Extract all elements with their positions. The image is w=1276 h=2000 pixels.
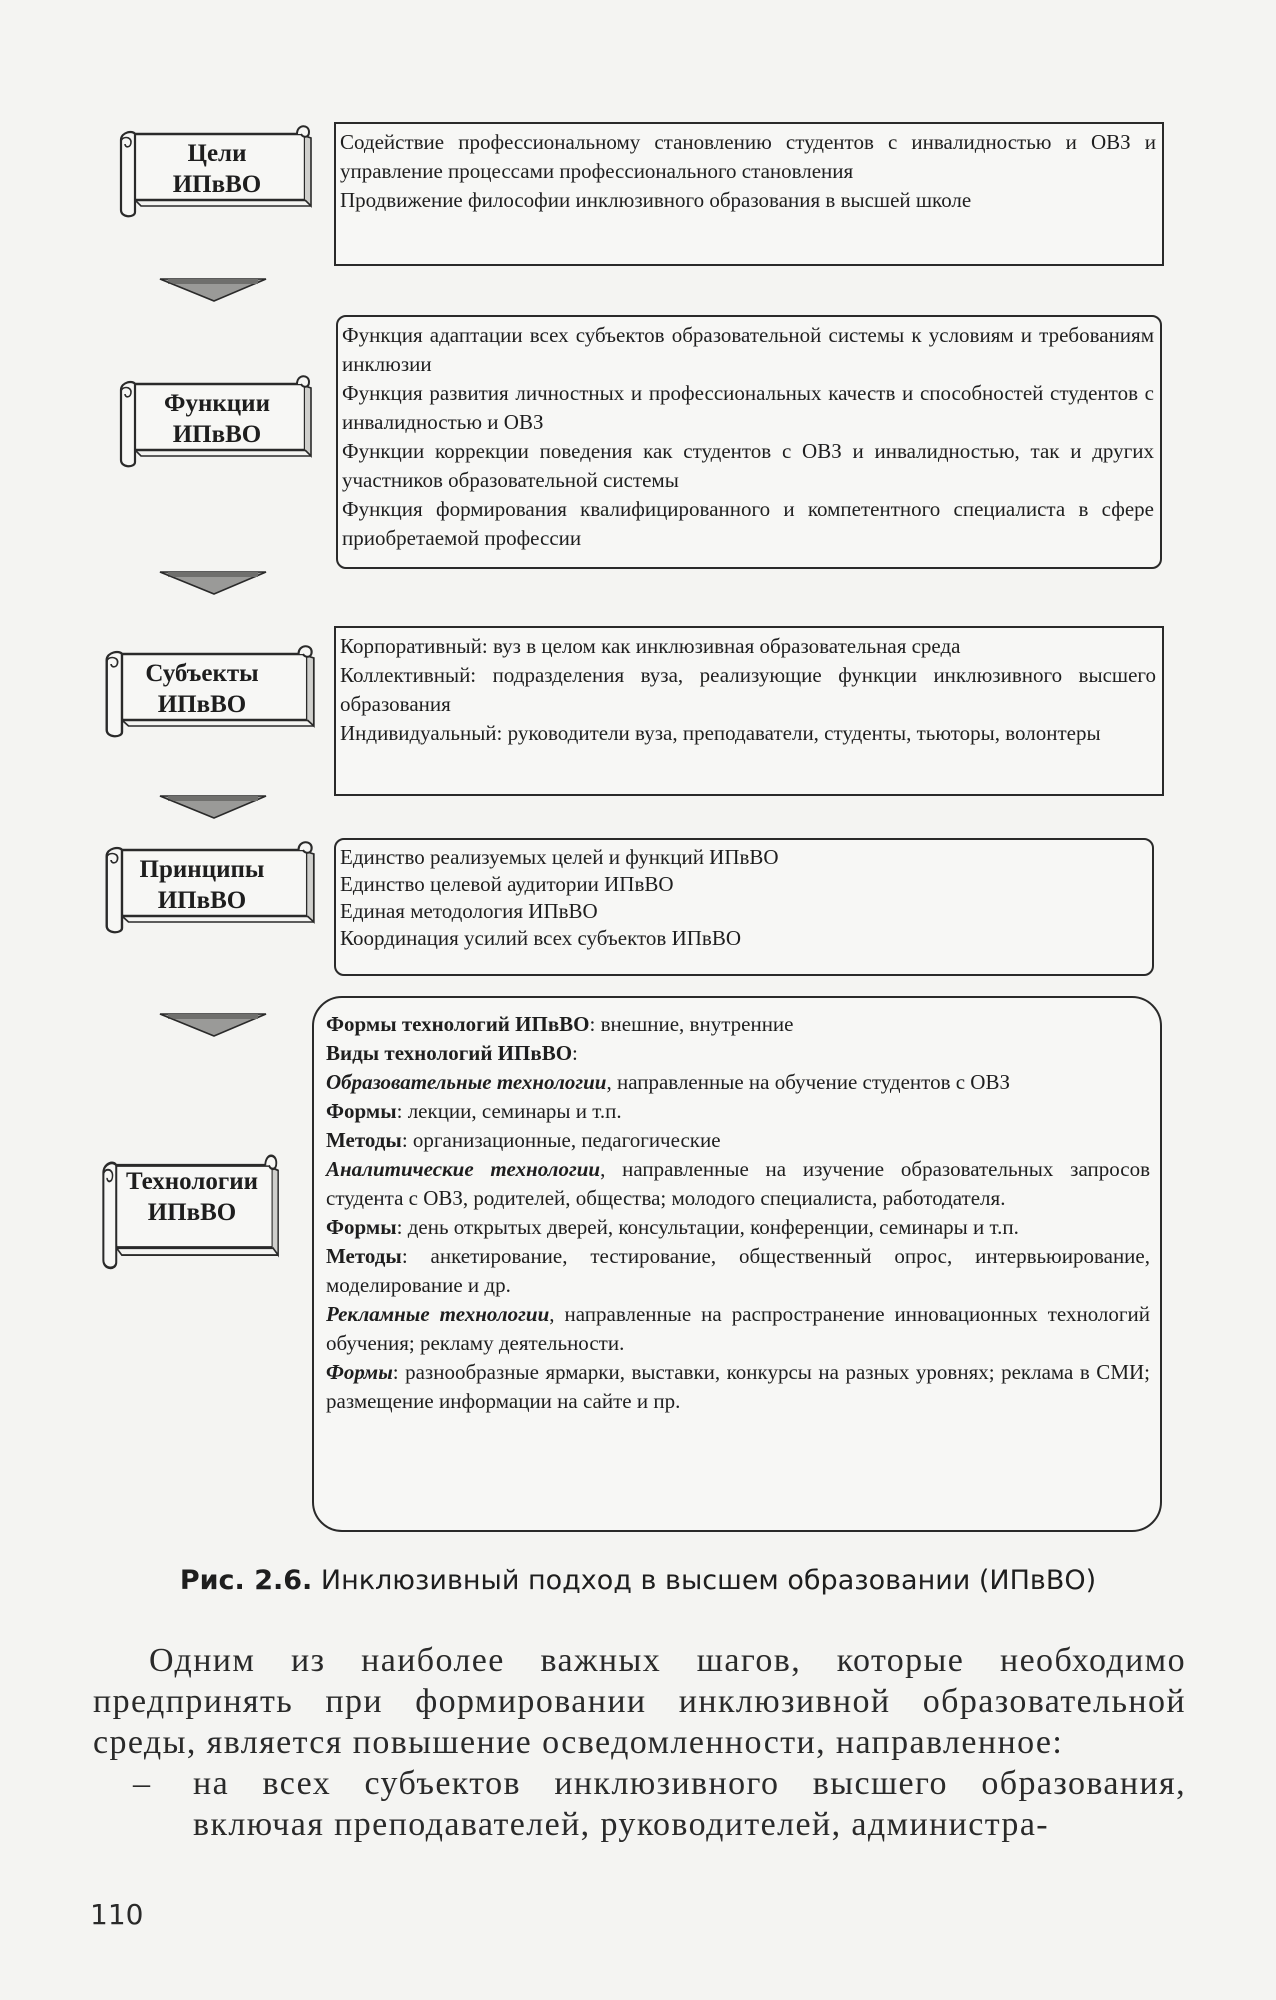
edu-forms-line [326,1097,1150,1126]
scroll-label-subjects [98,640,298,738]
edu-methods-label: Методы [326,1128,402,1152]
anal-tech-line [326,1155,1150,1213]
tech-types-line [326,1039,1150,1068]
adv-tech-text: , направленные на распространение инновационных технологий обучения; рекламу деятельности. [326,1302,1150,1355]
label-subjects: Субъекты ИПвВО [145,660,259,718]
anal-forms-label: Формы [326,1215,397,1239]
anal-forms-text: : день открытых дверей, консультации, конференции, семинары и т.п. [396,1215,1019,1239]
scroll-label-principles [98,836,298,934]
anal-methods-text: : анкетирование, тестирование, общественный опрос, интервьюирование, моделирование и др. [326,1244,1150,1297]
subject-item: Коллективный: подразделения вуза, реализующие функции инклюзивного высшего образования [340,663,1156,716]
function-item: Функция адаптации всех субъектов образовательной системы к условиям и требованиям инклюзии [342,323,1154,376]
anal-methods-line [326,1242,1150,1300]
goal-item: Продвижение философии инклюзивного образования в высшей школе [340,188,972,212]
tech-forms-text: : внешние, внутренние [589,1012,794,1036]
down-arrow-icon [154,792,272,820]
figure-title: Инклюзивный подход в высшем образовании (ИПвВО) [312,1565,1097,1596]
technologies-box [312,996,1162,1532]
tech-types-label: Виды технологий ИПвВО [326,1041,573,1065]
functions-box [336,315,1162,569]
function-item: Функции коррекции поведения как студентов с ОВЗ и инвалидностью, так и других участников образовательной системы [342,439,1154,492]
tech-types-colon: : [572,1041,578,1065]
edu-forms-text: : лекции, семинары и т.п. [396,1099,622,1123]
function-item: Функция формирования квалифицированного и компетентного специалиста в сфере приобретаемой профессии [342,497,1154,550]
bullet-item [93,1763,1186,1845]
goal-item: Содействие профессиональному становлению студентов с инвалидностью и ОВЗ и управление процессами профессионального становления [340,130,1156,183]
principle-item: Единая методология ИПвВО [340,899,598,923]
edu-tech-line [326,1068,1150,1097]
tech-forms-label: Формы технологий ИПвВО [326,1012,590,1036]
principle-item: Координация усилий всех субъектов ИПвВО [340,926,741,950]
principle-item: Единство целевой аудитории ИПвВО [340,872,674,896]
subjects-box [334,626,1164,796]
scroll-label-technologies [96,1148,280,1246]
anal-tech-title: Аналитические технологии [326,1157,601,1181]
body-text [93,1640,1186,1845]
principle-item: Единство реализуемых целей и функций ИПвВО [340,845,779,869]
bullet-text: на всех субъектов инклюзивного высшего образования, включая преподавателей, руководителей, администра- [193,1765,1186,1843]
adv-tech-line [326,1300,1150,1358]
adv-forms-label: Формы [326,1360,393,1384]
anal-methods-label: Методы [326,1244,402,1268]
scroll-label-functions [113,370,313,468]
function-item: Функция развития личностных и профессиональных качеств и способностей студентов с инвалидностью и ОВЗ [342,381,1154,434]
edu-tech-text: , направленные на обучение студентов с ОВЗ [606,1070,1011,1094]
down-arrow-icon [154,275,272,303]
figure-number: Рис. 2.6. [179,1565,313,1596]
edu-forms-label: Формы [326,1099,397,1123]
down-arrow-icon [154,1010,272,1038]
subject-item: Индивидуальный: руководители вуза, преподаватели, студенты, тьюторы, волонтеры [340,721,1101,745]
subject-item: Корпоративный: вуз в целом как инклюзивная образовательная среда [340,634,961,658]
dash-marker: – [133,1765,152,1802]
goals-box [334,122,1164,266]
label-functions: Функции ИПвВО [164,390,270,448]
body-paragraph: Одним из наиболее важных шагов, которые необходимо предпринять при формировании инклюзивной образовательной среды, является повышение осведомленности, направленное: [93,1642,1186,1761]
anal-tech-text: , направленные на изучение образовательных запросов студента с ОВЗ, родителей, общества; молодого специалиста, работодателя. [326,1157,1150,1210]
principles-box [334,838,1154,976]
adv-tech-title: Рекламные технологии [326,1302,550,1326]
label-goals: Цели ИПвВО [172,140,262,198]
label-technologies: Технологии ИПвВО [125,1168,259,1226]
down-arrow-icon [154,568,272,596]
tech-forms-line [326,1010,1150,1039]
label-principles: Принципы ИПвВО [139,856,265,914]
edu-tech-title: Образовательные технологии [326,1070,607,1094]
page-number: 110 [90,1898,144,1931]
anal-forms-line [326,1213,1150,1242]
scroll-label-goals [113,120,313,218]
adv-forms-text: : разнообразные ярмарки, выставки, конкурсы на разных уровнях; реклама в СМИ; размещение информации на сайте и пр. [326,1360,1150,1413]
edu-methods-text: : организационные, педагогические [401,1128,721,1152]
edu-methods-line [326,1126,1150,1155]
adv-forms-line [326,1358,1150,1416]
figure-caption [0,1565,1276,1596]
